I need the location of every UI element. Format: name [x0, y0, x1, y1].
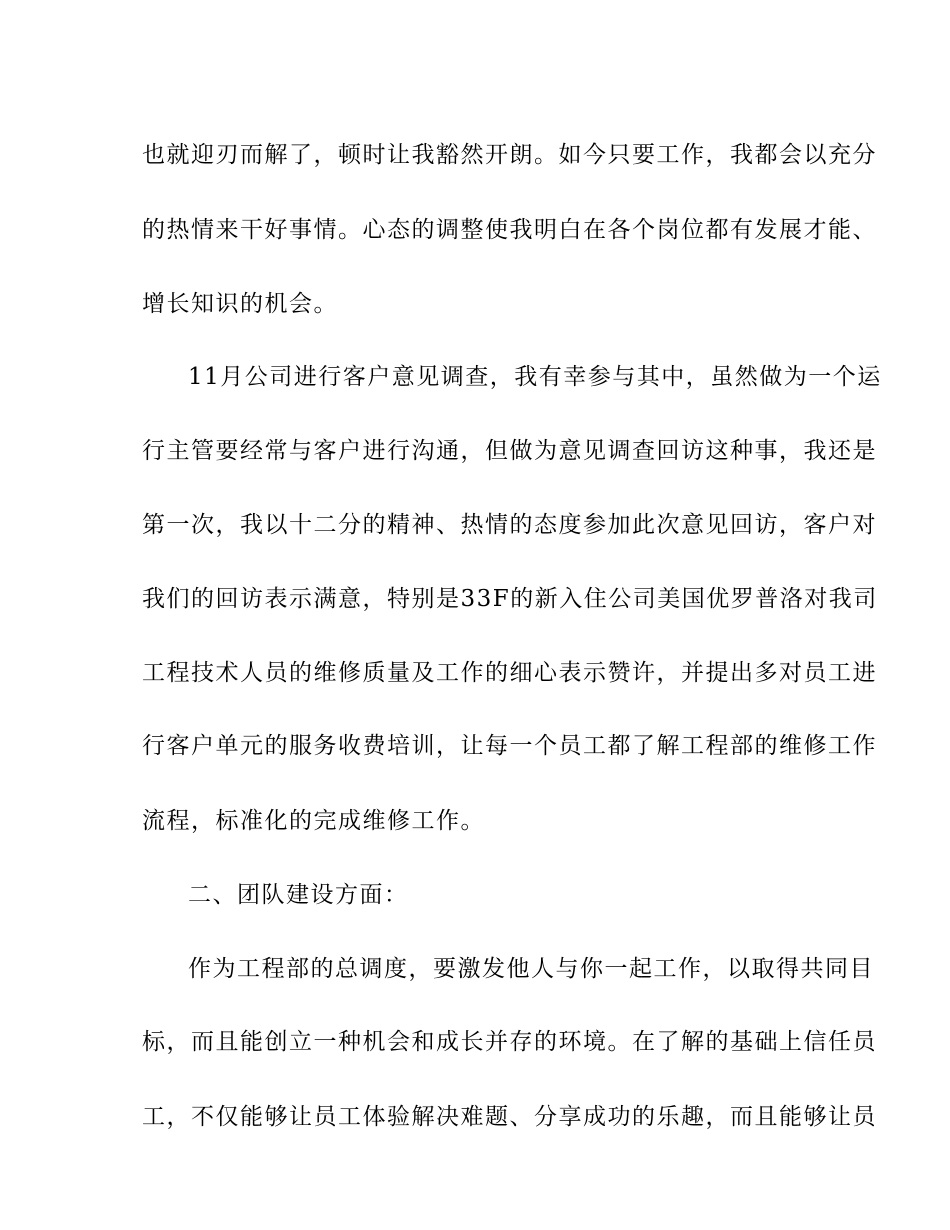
text-line: 第一次，我以十二分的精神、热情的态度参加此次意见回访，客户对 — [142, 512, 877, 538]
text-line: 行主管要经常与客户进行沟通，但做为意见调查回访这种事，我还是 — [142, 438, 877, 464]
text-line: 的热情来干好事情。心态的调整使我明白在各个岗位都有发展才能、 — [142, 217, 877, 243]
paragraph-start-line: 11月公司进行客户意见调查，我有幸参与其中，虽然做为一个运 — [188, 364, 882, 390]
text-line: 我们的回访表示满意，特别是33F的新入住公司美国优罗普洛对我司 — [142, 586, 878, 612]
text-line: 行客户单元的服务收费培训，让每一个员工都了解工程部的维修工作 — [142, 733, 877, 759]
text-line: 增长知识的机会。 — [142, 291, 338, 317]
text-line: 也就迎刃而解了，顿时让我豁然开朗。如今只要工作，我都会以充分 — [142, 142, 877, 168]
text-line: 标，而且能创立一种机会和成长并存的环境。在了解的基础上信任员 — [142, 1029, 877, 1055]
text-line: 工程技术人员的维修质量及工作的细心表示赞许，并提出多对员工进 — [142, 660, 877, 686]
section-heading: 二、团队建设方面： — [188, 882, 409, 908]
text-line: 流程，标准化的完成维修工作。 — [142, 808, 485, 834]
text-line: 工，不仅能够让员工体验解决难题、分享成功的乐趣，而且能够让员 — [142, 1104, 877, 1130]
paragraph-start-line: 作为工程部的总调度，要激发他人与你一起工作，以取得共同目 — [188, 956, 874, 982]
